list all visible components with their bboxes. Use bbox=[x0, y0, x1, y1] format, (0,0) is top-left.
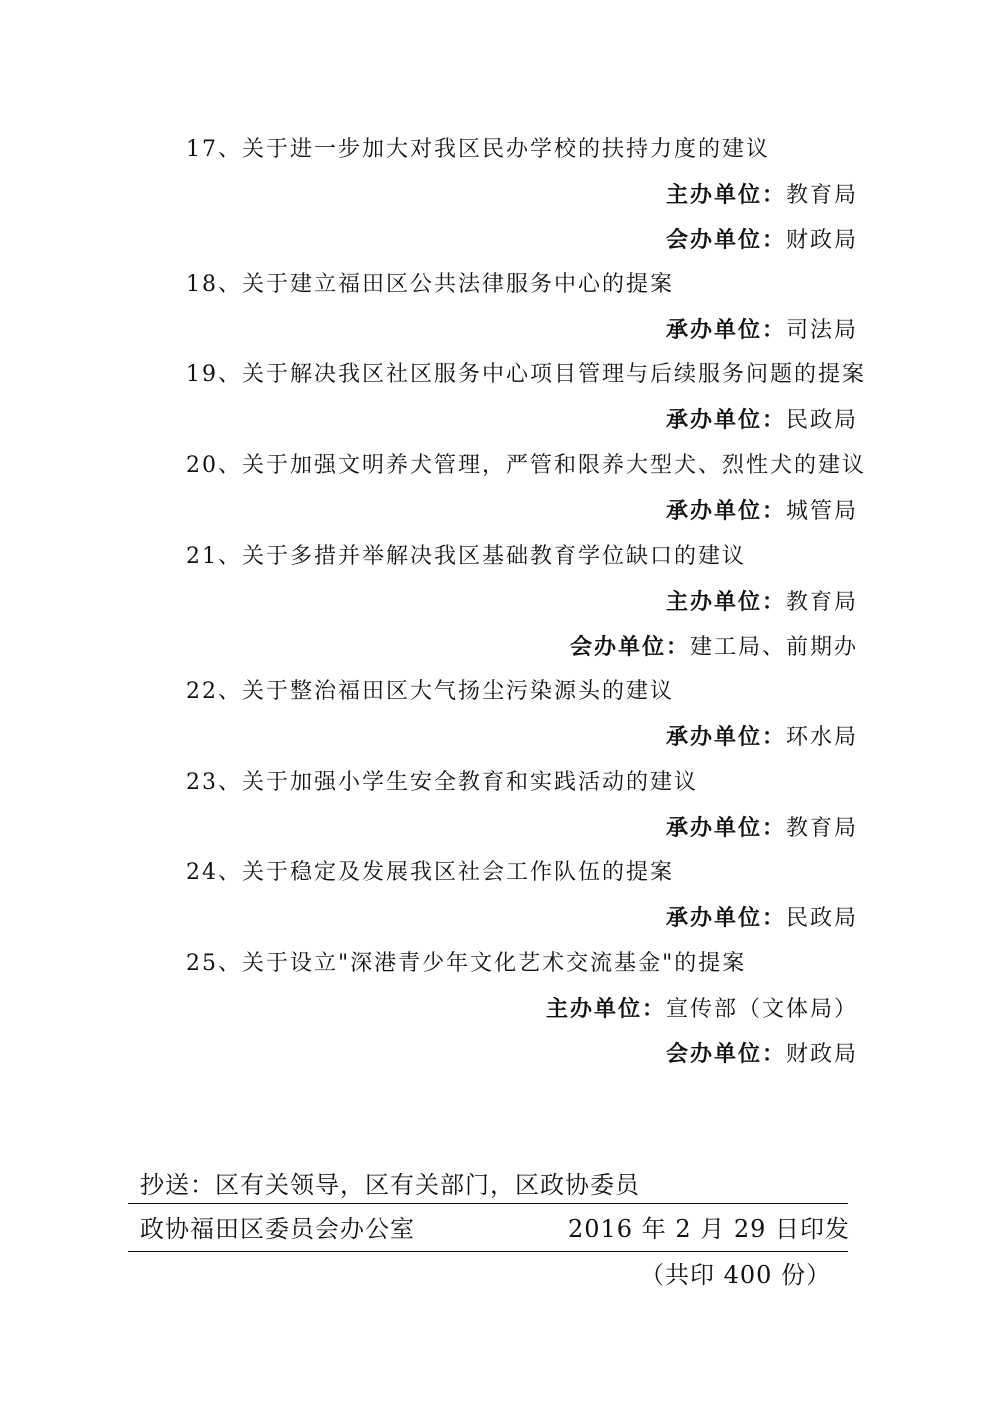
unit-value: 城管局 bbox=[785, 499, 858, 524]
unit-value: 环水局 bbox=[785, 725, 858, 750]
unit-label: 会办单位： bbox=[569, 634, 690, 660]
unit-value: 民政局 bbox=[785, 408, 858, 433]
unit-line bbox=[666, 405, 858, 436]
unit-label: 承办单位： bbox=[665, 317, 786, 343]
proposal-item-23: 23、关于加强小学生安全教育和实践活动的建议 bbox=[186, 770, 698, 795]
issuer-name: 政协福田区委员会办公室 bbox=[140, 1215, 415, 1243]
issue-date: 2016 年 2 月 29 日印发 bbox=[568, 1215, 851, 1243]
divider-bottom bbox=[128, 1251, 848, 1252]
proposal-item-20: 20、关于加强文明养犬管理，严管和限养大型犬、烈性犬的建议 bbox=[186, 453, 866, 478]
unit-value: 民政局 bbox=[785, 906, 858, 931]
divider-top bbox=[128, 1203, 848, 1204]
unit-label: 会办单位： bbox=[665, 227, 786, 253]
unit-label: 承办单位： bbox=[665, 407, 786, 433]
unit-line bbox=[666, 722, 858, 753]
unit-value: 教育局 bbox=[785, 590, 858, 615]
unit-value: 财政局 bbox=[785, 1042, 858, 1067]
unit-label: 主办单位： bbox=[665, 182, 786, 208]
unit-value: 教育局 bbox=[785, 183, 858, 208]
unit-value: 宣传部（文体局） bbox=[665, 997, 858, 1022]
unit-line bbox=[546, 994, 858, 1025]
unit-line bbox=[570, 632, 858, 663]
unit-line bbox=[666, 496, 858, 527]
unit-line bbox=[666, 587, 858, 618]
unit-label: 会办单位： bbox=[665, 1041, 786, 1067]
proposal-item-24: 24、关于稳定及发展我区社会工作队伍的提案 bbox=[186, 860, 674, 885]
unit-label: 承办单位： bbox=[665, 724, 786, 750]
unit-line bbox=[666, 1039, 858, 1070]
unit-value: 教育局 bbox=[785, 816, 858, 841]
unit-value: 建工局、前期办 bbox=[689, 635, 858, 660]
unit-label: 承办单位： bbox=[665, 498, 786, 524]
unit-line bbox=[666, 813, 858, 844]
copies-count: （共印 400 份） bbox=[640, 1261, 832, 1289]
unit-label: 主办单位： bbox=[545, 996, 666, 1022]
unit-line bbox=[666, 180, 858, 211]
proposal-item-18: 18、关于建立福田区公共法律服务中心的提案 bbox=[186, 272, 674, 297]
proposal-item-25: 25、关于设立"深港青少年文化艺术交流基金"的提案 bbox=[186, 951, 747, 976]
unit-label: 承办单位： bbox=[665, 815, 786, 841]
unit-value: 财政局 bbox=[785, 228, 858, 253]
proposal-item-22: 22、关于整治福田区大气扬尘污染源头的建议 bbox=[186, 679, 674, 704]
unit-line bbox=[666, 225, 858, 256]
proposal-item-17: 17、关于进一步加大对我区民办学校的扶持力度的建议 bbox=[186, 137, 770, 162]
unit-label: 承办单位： bbox=[665, 905, 786, 931]
unit-line bbox=[666, 903, 858, 934]
proposal-item-19: 19、关于解决我区社区服务中心项目管理与后续服务问题的提案 bbox=[186, 362, 866, 387]
cc-line: 抄送：区有关领导，区有关部门，区政协委员 bbox=[140, 1171, 640, 1199]
proposal-item-21: 21、关于多措并举解决我区基础教育学位缺口的建议 bbox=[186, 544, 746, 569]
unit-line bbox=[666, 315, 858, 346]
unit-label: 主办单位： bbox=[665, 589, 786, 615]
unit-value: 司法局 bbox=[785, 318, 858, 343]
